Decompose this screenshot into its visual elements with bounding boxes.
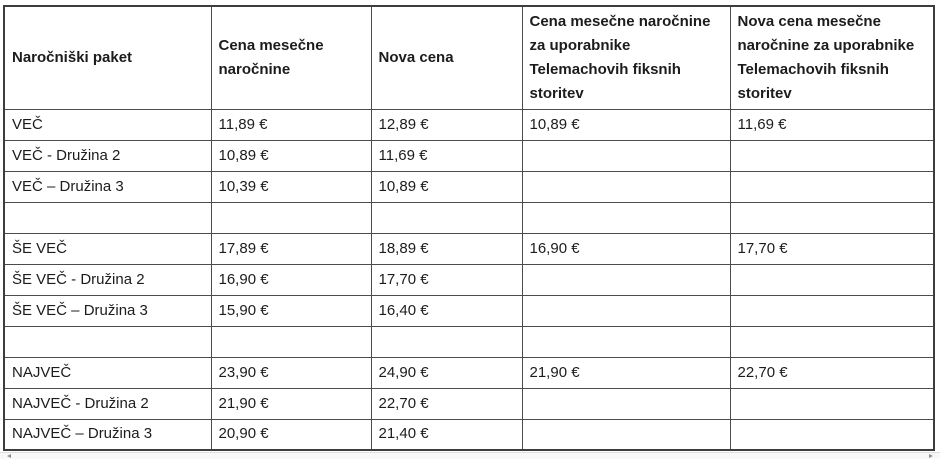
price-cell: 21,90 € bbox=[211, 388, 371, 419]
price-cell: 22,70 € bbox=[730, 357, 934, 388]
price-cell bbox=[730, 264, 934, 295]
price-cell bbox=[522, 388, 730, 419]
table-row bbox=[4, 171, 934, 202]
package-name-cell: NAJVEČ bbox=[4, 357, 211, 388]
scrollbar-left-arrow-icon[interactable] bbox=[7, 454, 11, 458]
column-header: Cena mesečne naročnine bbox=[211, 6, 371, 109]
price-cell bbox=[211, 202, 371, 233]
table-row bbox=[4, 202, 934, 233]
table-row bbox=[4, 388, 934, 419]
package-name-cell: NAJVEČ – Družina 3 bbox=[4, 419, 211, 450]
price-cell bbox=[371, 326, 522, 357]
column-header: Cena mesečne naročnine za uporabnike Telemachovih fiksnih storitev bbox=[522, 6, 730, 109]
price-cell bbox=[522, 295, 730, 326]
package-name-cell: ŠE VEČ - Družina 2 bbox=[4, 264, 211, 295]
table-row bbox=[4, 233, 934, 264]
price-cell: 21,90 € bbox=[522, 357, 730, 388]
price-cell: 18,89 € bbox=[371, 233, 522, 264]
package-name-cell: ŠE VEČ – Družina 3 bbox=[4, 295, 211, 326]
table-row bbox=[4, 109, 934, 140]
package-name-cell: VEČ bbox=[4, 109, 211, 140]
package-name-cell: VEČ – Družina 3 bbox=[4, 171, 211, 202]
price-cell: 24,90 € bbox=[371, 357, 522, 388]
price-cell: 11,69 € bbox=[371, 140, 522, 171]
price-cell: 11,69 € bbox=[730, 109, 934, 140]
package-name-cell bbox=[4, 326, 211, 357]
table-row bbox=[4, 357, 934, 388]
price-cell: 16,40 € bbox=[371, 295, 522, 326]
package-name-cell: NAJVEČ - Družina 2 bbox=[4, 388, 211, 419]
price-cell bbox=[522, 264, 730, 295]
price-cell bbox=[522, 419, 730, 450]
horizontal-scrollbar[interactable] bbox=[0, 452, 940, 459]
price-cell bbox=[730, 171, 934, 202]
table-row bbox=[4, 264, 934, 295]
header-row bbox=[4, 6, 934, 109]
price-cell: 23,90 € bbox=[211, 357, 371, 388]
pricing-table bbox=[3, 5, 935, 451]
price-cell: 10,89 € bbox=[522, 109, 730, 140]
package-name-cell: ŠE VEČ bbox=[4, 233, 211, 264]
price-cell: 17,70 € bbox=[730, 233, 934, 264]
price-cell: 12,89 € bbox=[371, 109, 522, 140]
price-cell: 10,39 € bbox=[211, 171, 371, 202]
table-row bbox=[4, 140, 934, 171]
price-cell: 17,70 € bbox=[371, 264, 522, 295]
price-cell bbox=[211, 326, 371, 357]
table-header bbox=[4, 6, 934, 109]
price-cell: 15,90 € bbox=[211, 295, 371, 326]
price-cell: 10,89 € bbox=[211, 140, 371, 171]
price-cell bbox=[522, 140, 730, 171]
price-cell bbox=[522, 326, 730, 357]
table-row bbox=[4, 295, 934, 326]
price-cell: 16,90 € bbox=[522, 233, 730, 264]
price-cell bbox=[730, 140, 934, 171]
price-cell: 17,89 € bbox=[211, 233, 371, 264]
price-cell bbox=[522, 171, 730, 202]
price-cell bbox=[730, 295, 934, 326]
column-header: Nova cena mesečne naročnine za uporabnike Telemachovih fiksnih storitev bbox=[730, 6, 934, 109]
table-row bbox=[4, 326, 934, 357]
scrollbar-right-arrow-icon[interactable] bbox=[929, 454, 933, 458]
price-cell: 11,89 € bbox=[211, 109, 371, 140]
price-cell: 10,89 € bbox=[371, 171, 522, 202]
price-cell bbox=[730, 326, 934, 357]
table-body bbox=[4, 109, 934, 450]
package-name-cell bbox=[4, 202, 211, 233]
price-cell bbox=[371, 202, 522, 233]
price-cell: 16,90 € bbox=[211, 264, 371, 295]
price-cell bbox=[730, 202, 934, 233]
price-cell: 22,70 € bbox=[371, 388, 522, 419]
price-cell bbox=[522, 202, 730, 233]
column-header: Nova cena bbox=[371, 6, 522, 109]
column-header: Naročniški paket bbox=[4, 6, 211, 109]
price-cell bbox=[730, 419, 934, 450]
price-cell bbox=[730, 388, 934, 419]
table-row bbox=[4, 419, 934, 450]
package-name-cell: VEČ - Družina 2 bbox=[4, 140, 211, 171]
price-cell: 20,90 € bbox=[211, 419, 371, 450]
price-cell: 21,40 € bbox=[371, 419, 522, 450]
